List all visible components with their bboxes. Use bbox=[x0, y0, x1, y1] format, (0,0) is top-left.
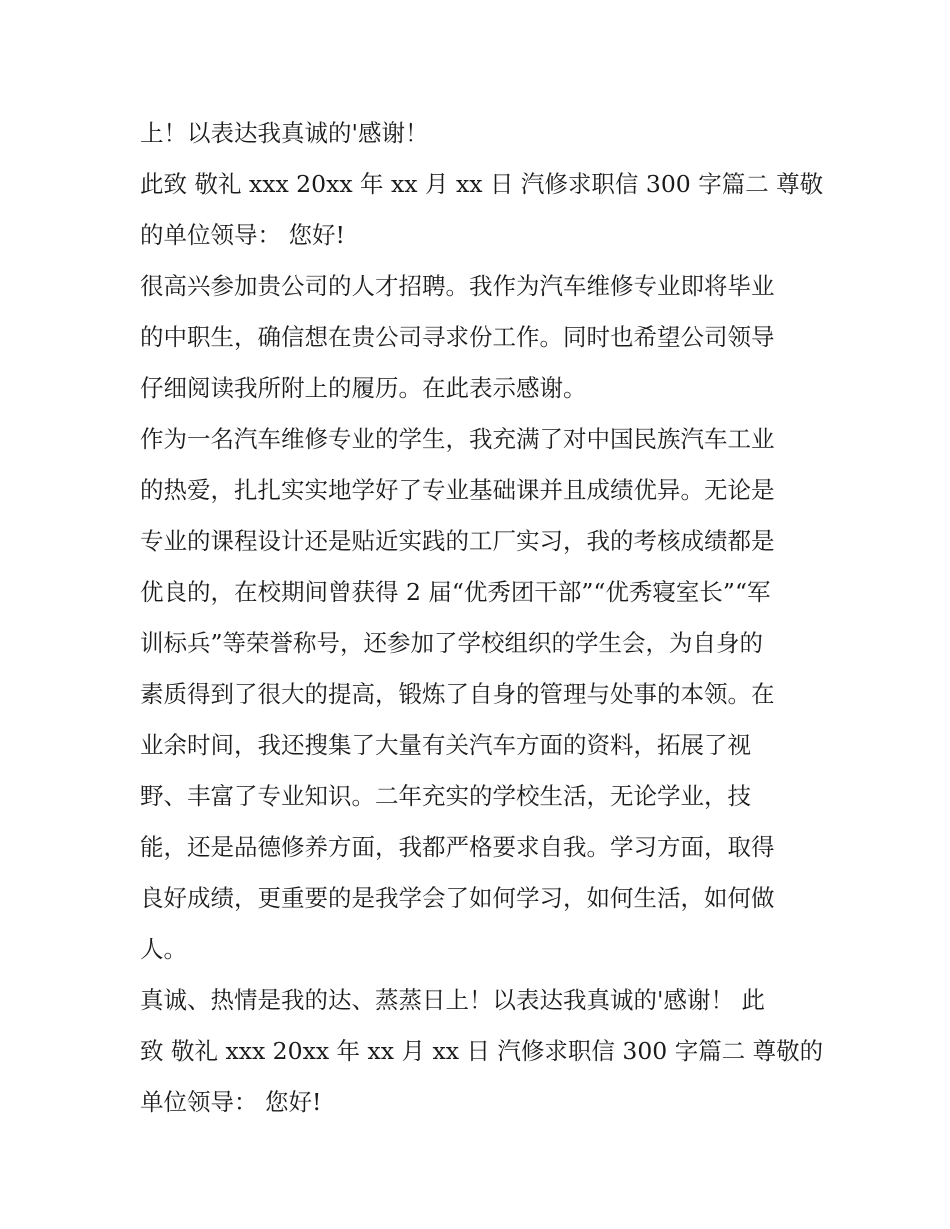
text-line-8: 的热爱，扎扎实实地学好了专业基础课并且成绩优异。无论是 bbox=[140, 476, 775, 504]
text-line-17: 人。 bbox=[140, 935, 187, 963]
text-line-12: 素质得到了很大的提高，锻炼了自身的管理与处事的本领。在 bbox=[140, 680, 775, 708]
text-line-3: 的单位领导： 您好! bbox=[140, 221, 345, 249]
text-line-11: 训标兵”等荣誉称号，还参加了学校组织的学生会，为自身的 bbox=[140, 629, 764, 657]
text-line-7: 作为一名汽车维修专业的学生，我充满了对中国民族汽车工业 bbox=[140, 425, 775, 453]
text-line-4: 很高兴参加贵公司的人才招聘。我作为汽车维修专业即将毕业 bbox=[140, 272, 775, 300]
text-line-13: 业余时间，我还搜集了大量有关汽车方面的资料，拓展了视 bbox=[140, 731, 751, 759]
text-line-15: 能，还是品德修养方面，我都严格要求自我。学习方面，取得 bbox=[140, 833, 775, 861]
text-line-9: 专业的课程设计还是贴近实践的工厂实习，我的考核成绩都是 bbox=[140, 527, 775, 555]
text-line-6: 仔细阅读我所附上的履历。在此表示感谢。 bbox=[140, 374, 587, 402]
text-line-18: 真诚、热情是我的达、蒸蒸日上！以表达我真诚的'感谢！ 此 bbox=[140, 986, 765, 1014]
text-line-20: 单位领导： 您好! bbox=[140, 1088, 322, 1116]
text-line-1: 上！以表达我真诚的'感谢！ bbox=[140, 119, 429, 147]
text-line-5: 的中职生，确信想在贵公司寻求份工作。同时也希望公司领导 bbox=[140, 323, 775, 351]
text-line-10: 优良的，在校期间曾获得 2 届“优秀团干部”“优秀寝室长”“军 bbox=[140, 578, 771, 606]
text-line-2: 此致 敬礼 xxx 20xx 年 xx 月 xx 日 汽修求职信 300 字篇二 尊敬 bbox=[140, 170, 824, 198]
text-line-19: 致 敬礼 xxx 20xx 年 xx 月 xx 日 汽修求职信 300 字篇二 尊敬的 bbox=[140, 1037, 824, 1065]
text-line-14: 野、丰富了专业知识。二年充实的学校生活，无论学业，技 bbox=[140, 782, 751, 810]
text-line-16: 良好成绩，更重要的是我学会了如何学习，如何生活，如何做 bbox=[140, 884, 775, 912]
document-body bbox=[140, 108, 824, 1128]
